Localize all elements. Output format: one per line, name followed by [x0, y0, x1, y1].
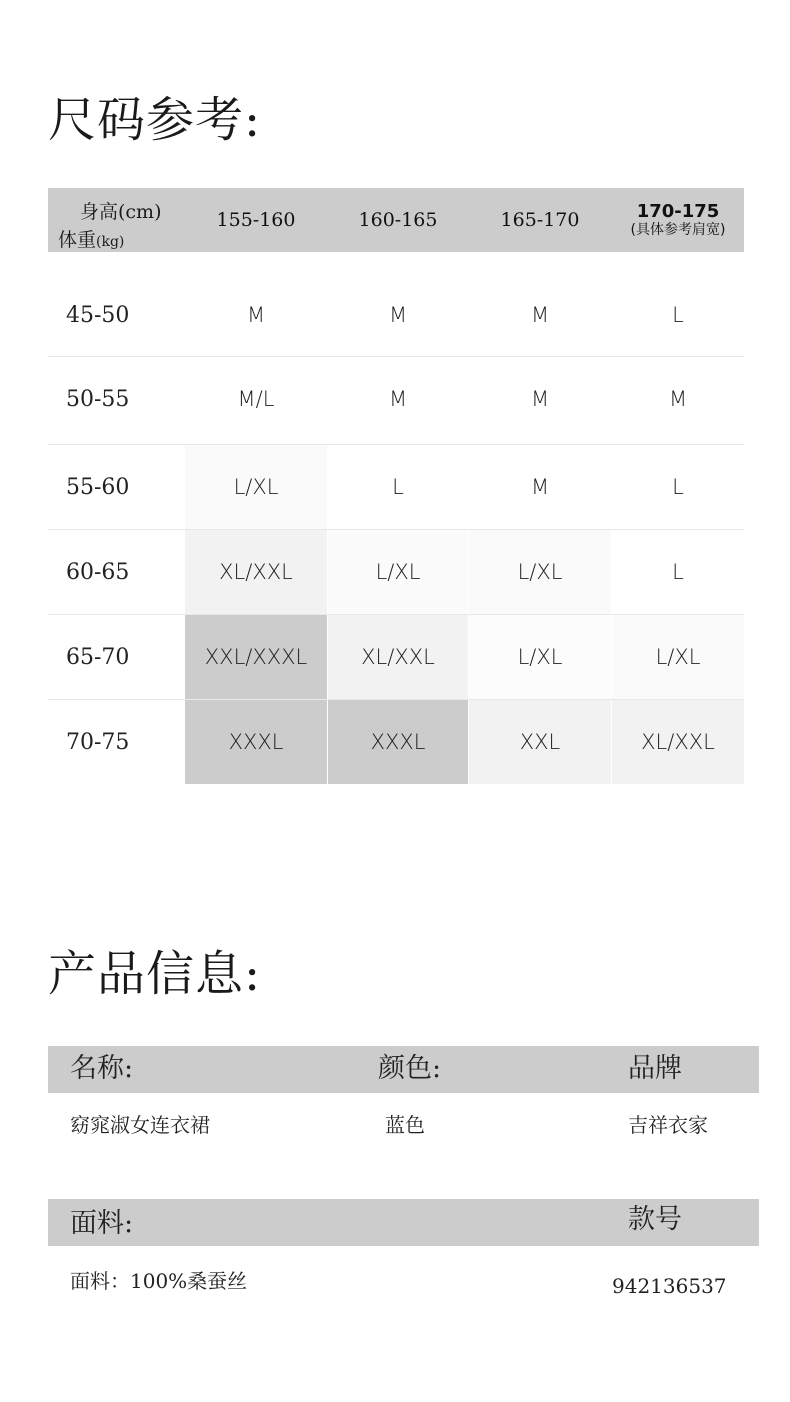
height-range-header: 160-165	[358, 209, 438, 231]
size-cell: M	[469, 357, 611, 441]
weight-range-cell: 50-55	[66, 386, 130, 412]
row-divider	[48, 356, 744, 357]
brand-value: 吉祥衣家	[628, 1113, 708, 1137]
size-cell: L/XL	[612, 615, 744, 699]
row-divider	[48, 444, 744, 445]
fabric-label: 面料:	[70, 1208, 134, 1239]
row-divider	[48, 614, 744, 615]
size-cell: M	[469, 445, 611, 529]
size-cell: M	[612, 357, 744, 441]
weight-range-cell: 70-75	[66, 729, 130, 755]
size-cell: M	[328, 273, 468, 357]
size-cell: L	[612, 530, 744, 614]
style-number-value: 942136537	[612, 1274, 727, 1298]
row-divider	[48, 699, 744, 700]
size-cell: M	[328, 357, 468, 441]
size-cell: L/XL	[328, 530, 468, 614]
height-range-header-last	[612, 188, 744, 252]
size-cell: XXXL	[328, 700, 468, 784]
size-cell: XL/XXL	[328, 615, 468, 699]
size-cell: XXL	[469, 700, 611, 784]
size-cell: XXL/XXXL	[185, 615, 327, 699]
product-info-title: 产品信息:	[48, 946, 262, 1002]
weight-range-cell: 45-50	[66, 302, 130, 328]
header-corner-cell	[48, 188, 185, 252]
color-label: 颜色:	[378, 1053, 442, 1084]
size-cell: L	[612, 273, 744, 357]
size-cell: XL/XXL	[185, 530, 327, 614]
size-cell: M	[469, 273, 611, 357]
size-cell: L/XL	[469, 615, 611, 699]
row-divider	[48, 529, 744, 530]
brand-label: 品牌	[628, 1053, 682, 1084]
size-cell: XL/XXL	[612, 700, 744, 784]
weight-range-cell: 65-70	[66, 644, 130, 670]
size-cell: L	[328, 445, 468, 529]
shoulder-width-note: (具体参考肩宽)	[630, 222, 726, 239]
weight-axis-label: 体重(kg)	[58, 229, 125, 251]
height-range-header: 155-160	[216, 209, 296, 231]
fabric-value: 面料：100%桑蚕丝	[70, 1269, 248, 1293]
size-cell: L	[612, 445, 744, 529]
size-cell: L/XL	[469, 530, 611, 614]
weight-range-cell: 60-65	[66, 559, 130, 585]
style-number-label: 款号	[628, 1204, 682, 1235]
size-cell: M	[185, 273, 327, 357]
weight-range-cell: 55-60	[66, 474, 130, 500]
size-cell: XXXL	[185, 700, 327, 784]
size-cell: L/XL	[185, 445, 327, 529]
height-axis-label: 身高(cm)	[80, 201, 162, 223]
height-range-header: 165-170	[500, 209, 580, 231]
name-value: 窈窕淑女连衣裙	[70, 1113, 210, 1137]
size-chart-title: 尺码参考:	[48, 92, 262, 148]
color-value: 蓝色	[385, 1113, 425, 1137]
size-chart-header	[48, 188, 744, 252]
height-range-last-label: 170-175	[636, 200, 720, 222]
size-cell: M/L	[185, 357, 327, 441]
name-label: 名称:	[70, 1053, 134, 1084]
